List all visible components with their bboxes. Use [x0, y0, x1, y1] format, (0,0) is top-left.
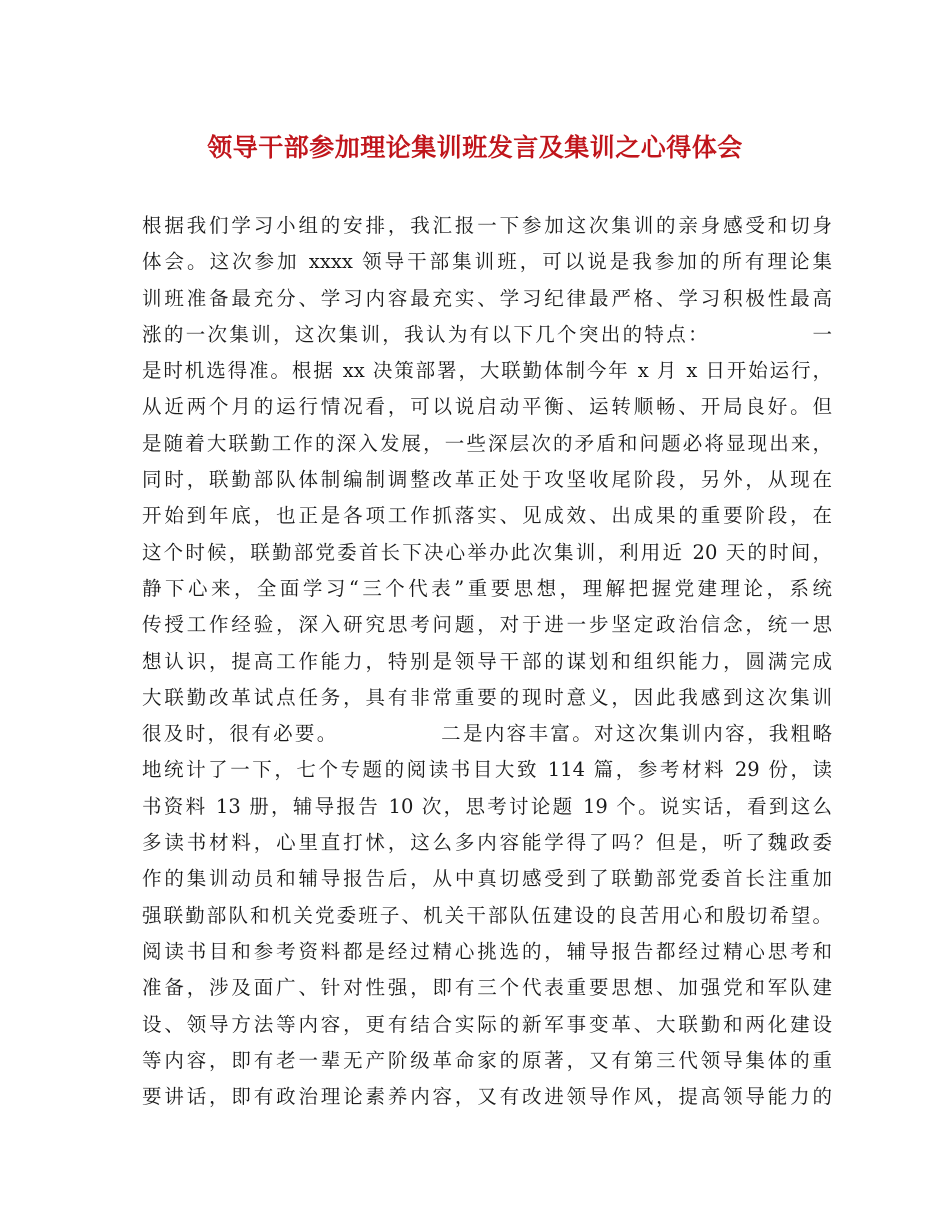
body-line: 同时，联勤部队体制编制调整改革正处于攻坚收尾阶段，另外，从现在: [142, 468, 832, 492]
body-line: 体会。这次参加 xxxx 领导干部集训班，可以说是我参加的所有理论集: [142, 250, 832, 274]
body-line: 大联勤改革试点任务，具有非常重要的现时意义，因此我感到这次集训: [142, 685, 832, 709]
body-line: 静下心来，全面学习“三个代表”重要思想，理解把握党建理论，系统: [142, 576, 832, 600]
body-line: 开始到年底，也正是各项工作抓落实、见成效、出成果的重要阶段，在: [142, 504, 832, 528]
body-line: 这个时候，联勤部党委首长下决心举办此次集训，利用近 20 天的时间，: [142, 540, 832, 564]
body-line: 根据我们学习小组的安排，我汇报一下参加这次集训的亲身感受和切身: [142, 214, 832, 237]
body-line: 训班准备最充分、学习内容最充实、学习纪律最严格、学习积极性最高: [142, 286, 832, 310]
body-line: 准备，涉及面广、针对性强，即有三个代表重要思想、加强党和军队建: [142, 976, 832, 1000]
body-line: 多读书材料，心里直打怵，这么多内容能学得了吗？但是，听了魏政委: [142, 831, 832, 855]
body-line: 涨的一次集训，这次集训，我认为有以下几个突出的特点： 一: [142, 322, 832, 346]
body-line: 阅读书目和参考资料都是经过精心挑选的，辅导报告都经过精心思考和: [142, 939, 832, 963]
body-line: 是随着大联勤工作的深入发展，一些深层次的矛盾和问题必将显现出来，: [142, 431, 832, 455]
body-line: 是时机选得准。根据 xx 决策部署，大联勤体制今年 x 月 x 日开始运行，: [142, 359, 832, 383]
body-line: 强联勤部队和机关党委班子、机关干部队伍建设的良苦用心和殷切希望。: [142, 903, 832, 927]
body-line: 书资料 13 册，辅导报告 10 次，思考讨论题 19 个。说实话，看到这么: [142, 794, 832, 818]
body-line: 设、领导方法等内容，更有结合实际的新军事变革、大联勤和两化建设: [142, 1012, 832, 1036]
document-body: [142, 208, 832, 1115]
body-line: 从近两个月的运行情况看，可以说启动平衡、运转顺畅、开局良好。但: [142, 395, 832, 419]
body-line: 传授工作经验，深入研究思考问题，对于进一步坚定政治信念，统一思: [142, 613, 832, 637]
body-line: 要讲话，即有政治理论素养内容，又有改进领导作风，提高领导能力的: [142, 1085, 832, 1109]
body-line: 想认识，提高工作能力，特别是领导干部的谋划和组织能力，圆满完成: [142, 649, 832, 673]
body-line: 作的集训动员和辅导报告后，从中真切感受到了联勤部党委首长注重加: [142, 867, 832, 891]
body-line: 很及时，很有必要。 二是内容丰富。对这次集训内容，我粗略: [142, 722, 832, 746]
body-line: 等内容，即有老一辈无产阶级革命家的原著，又有第三代领导集体的重: [142, 1048, 832, 1072]
document-title: 领导干部参加理论集训班发言及集训之心得体会: [207, 133, 743, 162]
body-line: 地统计了一下，七个专题的阅读书目大致 114 篇，参考材料 29 份，读: [142, 758, 832, 782]
